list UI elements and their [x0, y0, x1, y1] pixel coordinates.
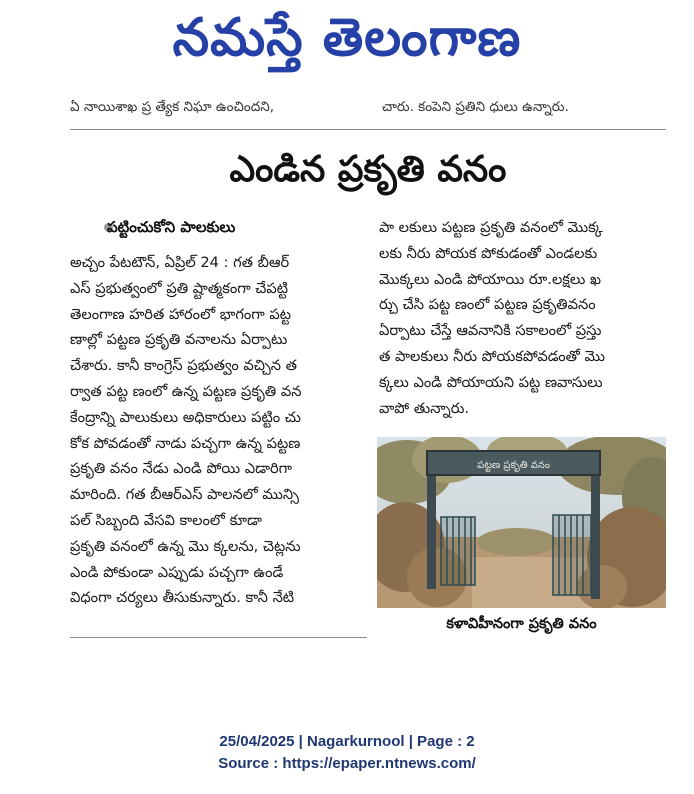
body-line: మారింది. గత బీఆర్ఎస్ పాలనలో మున్సి	[70, 486, 299, 504]
body-line: అచ్చం పేటటౌన్, ఏప్రిల్ 24 : గత బీఆర్	[70, 254, 290, 271]
body-line: ణాల్లో పట్టణ ప్రకృతి వనాలను ఏర్పాటు	[70, 331, 288, 349]
body-line: పల్ సిబ్బంది వేసవి కాలంలో కూడా	[70, 511, 262, 529]
body-line: తెలంగాణ హరిత హారంలో భాగంగా పట్ట	[70, 305, 292, 323]
body-line: క్కలు ఎండి పోయాయని పట్ట ణవాసులు	[379, 373, 603, 391]
masthead-title: నమస్తే తెలంగాణ	[172, 7, 522, 68]
left-column	[70, 250, 364, 611]
body-line: మొక్కలు ఎండి పోయాయి రూ.లక్షలు ఖ	[379, 270, 601, 288]
article-subheading: పట్టించుకోని పాలకులు	[107, 218, 236, 236]
gate-right	[553, 515, 591, 595]
body-line: వాపో తున్నారు.	[379, 399, 470, 417]
body-line: ఎస్ ప్రభుత్వంలో ప్రతి ష్టాత్మకంగా చేపట్టి	[70, 279, 289, 297]
photo-caption: కళావిహీనంగా ప్రకృతి వనం	[446, 616, 597, 632]
body-line: ఏర్పాటు చేస్తే ఆవనానికి సకాలంలో ప్రస్తు	[379, 322, 602, 340]
body-line: విధంగా చర్యలు తీసుకున్నారు. కానీ నేటి	[70, 589, 295, 607]
body-line: ర్చు చేసి పట్ట ణంలో పట్టణ ప్రకృతివనం	[379, 296, 596, 314]
body-line: త పాలకులు నీరు పోయకపోవడంతో మొ	[379, 347, 606, 365]
footer-edition-line: 25/04/2025 | Nagarkurnool | Page : 2	[219, 733, 475, 750]
previous-fragment-right: చారు. కంపెని ప్రతిని ధులు ఉన్నారు.	[382, 99, 569, 115]
body-line: కేంద్రాన్ని పాలుకులు అధికారులు పట్టిం చు	[70, 408, 301, 426]
previous-fragment-left: ఏ నాయిశాఖ ప్ర త్యేక నిఘా ఉంచిందని,	[70, 99, 275, 115]
body-line: ప్రకృతి వనం నేడు ఎండి పోయి ఎడారిగా	[70, 460, 293, 478]
body-line: పా లకులు పట్టణ ప్రకృతి వనంలో మొక్క	[379, 219, 603, 236]
article-photo	[377, 437, 666, 608]
gate-left	[441, 517, 475, 585]
arch-sign-text: పట్టణ ప్రకృతి వనం	[477, 460, 550, 471]
body-line: ప్రకృతి వనంలో ఉన్న మొ క్కలను, చెట్లను	[70, 537, 301, 555]
body-line: ఎండి పోకుండా ఎప్పుడు పచ్చగా ఉండే	[70, 563, 284, 581]
body-line: లకు నీరు పోయక పోకుడంతో ఎండలకు	[379, 244, 598, 262]
divider	[70, 129, 666, 130]
body-line: కోక పోవడంతో నాడు పచ్చగా ఉన్న పట్టణ	[70, 434, 301, 452]
body-line: చేశారు. కానీ కాంగ్రెస్ ప్రభుత్వం వచ్చిన త	[70, 357, 298, 375]
right-column	[379, 215, 669, 421]
article-headline: ఎండిన ప్రకృతి వనం	[229, 149, 507, 190]
divider	[70, 637, 367, 638]
body-line: ర్వాత పట్ట ణంలో ఉన్న పట్టణ ప్రకృతి వన	[70, 382, 302, 400]
footer-source-line: Source : https://epaper.ntnews.com/	[218, 755, 476, 772]
